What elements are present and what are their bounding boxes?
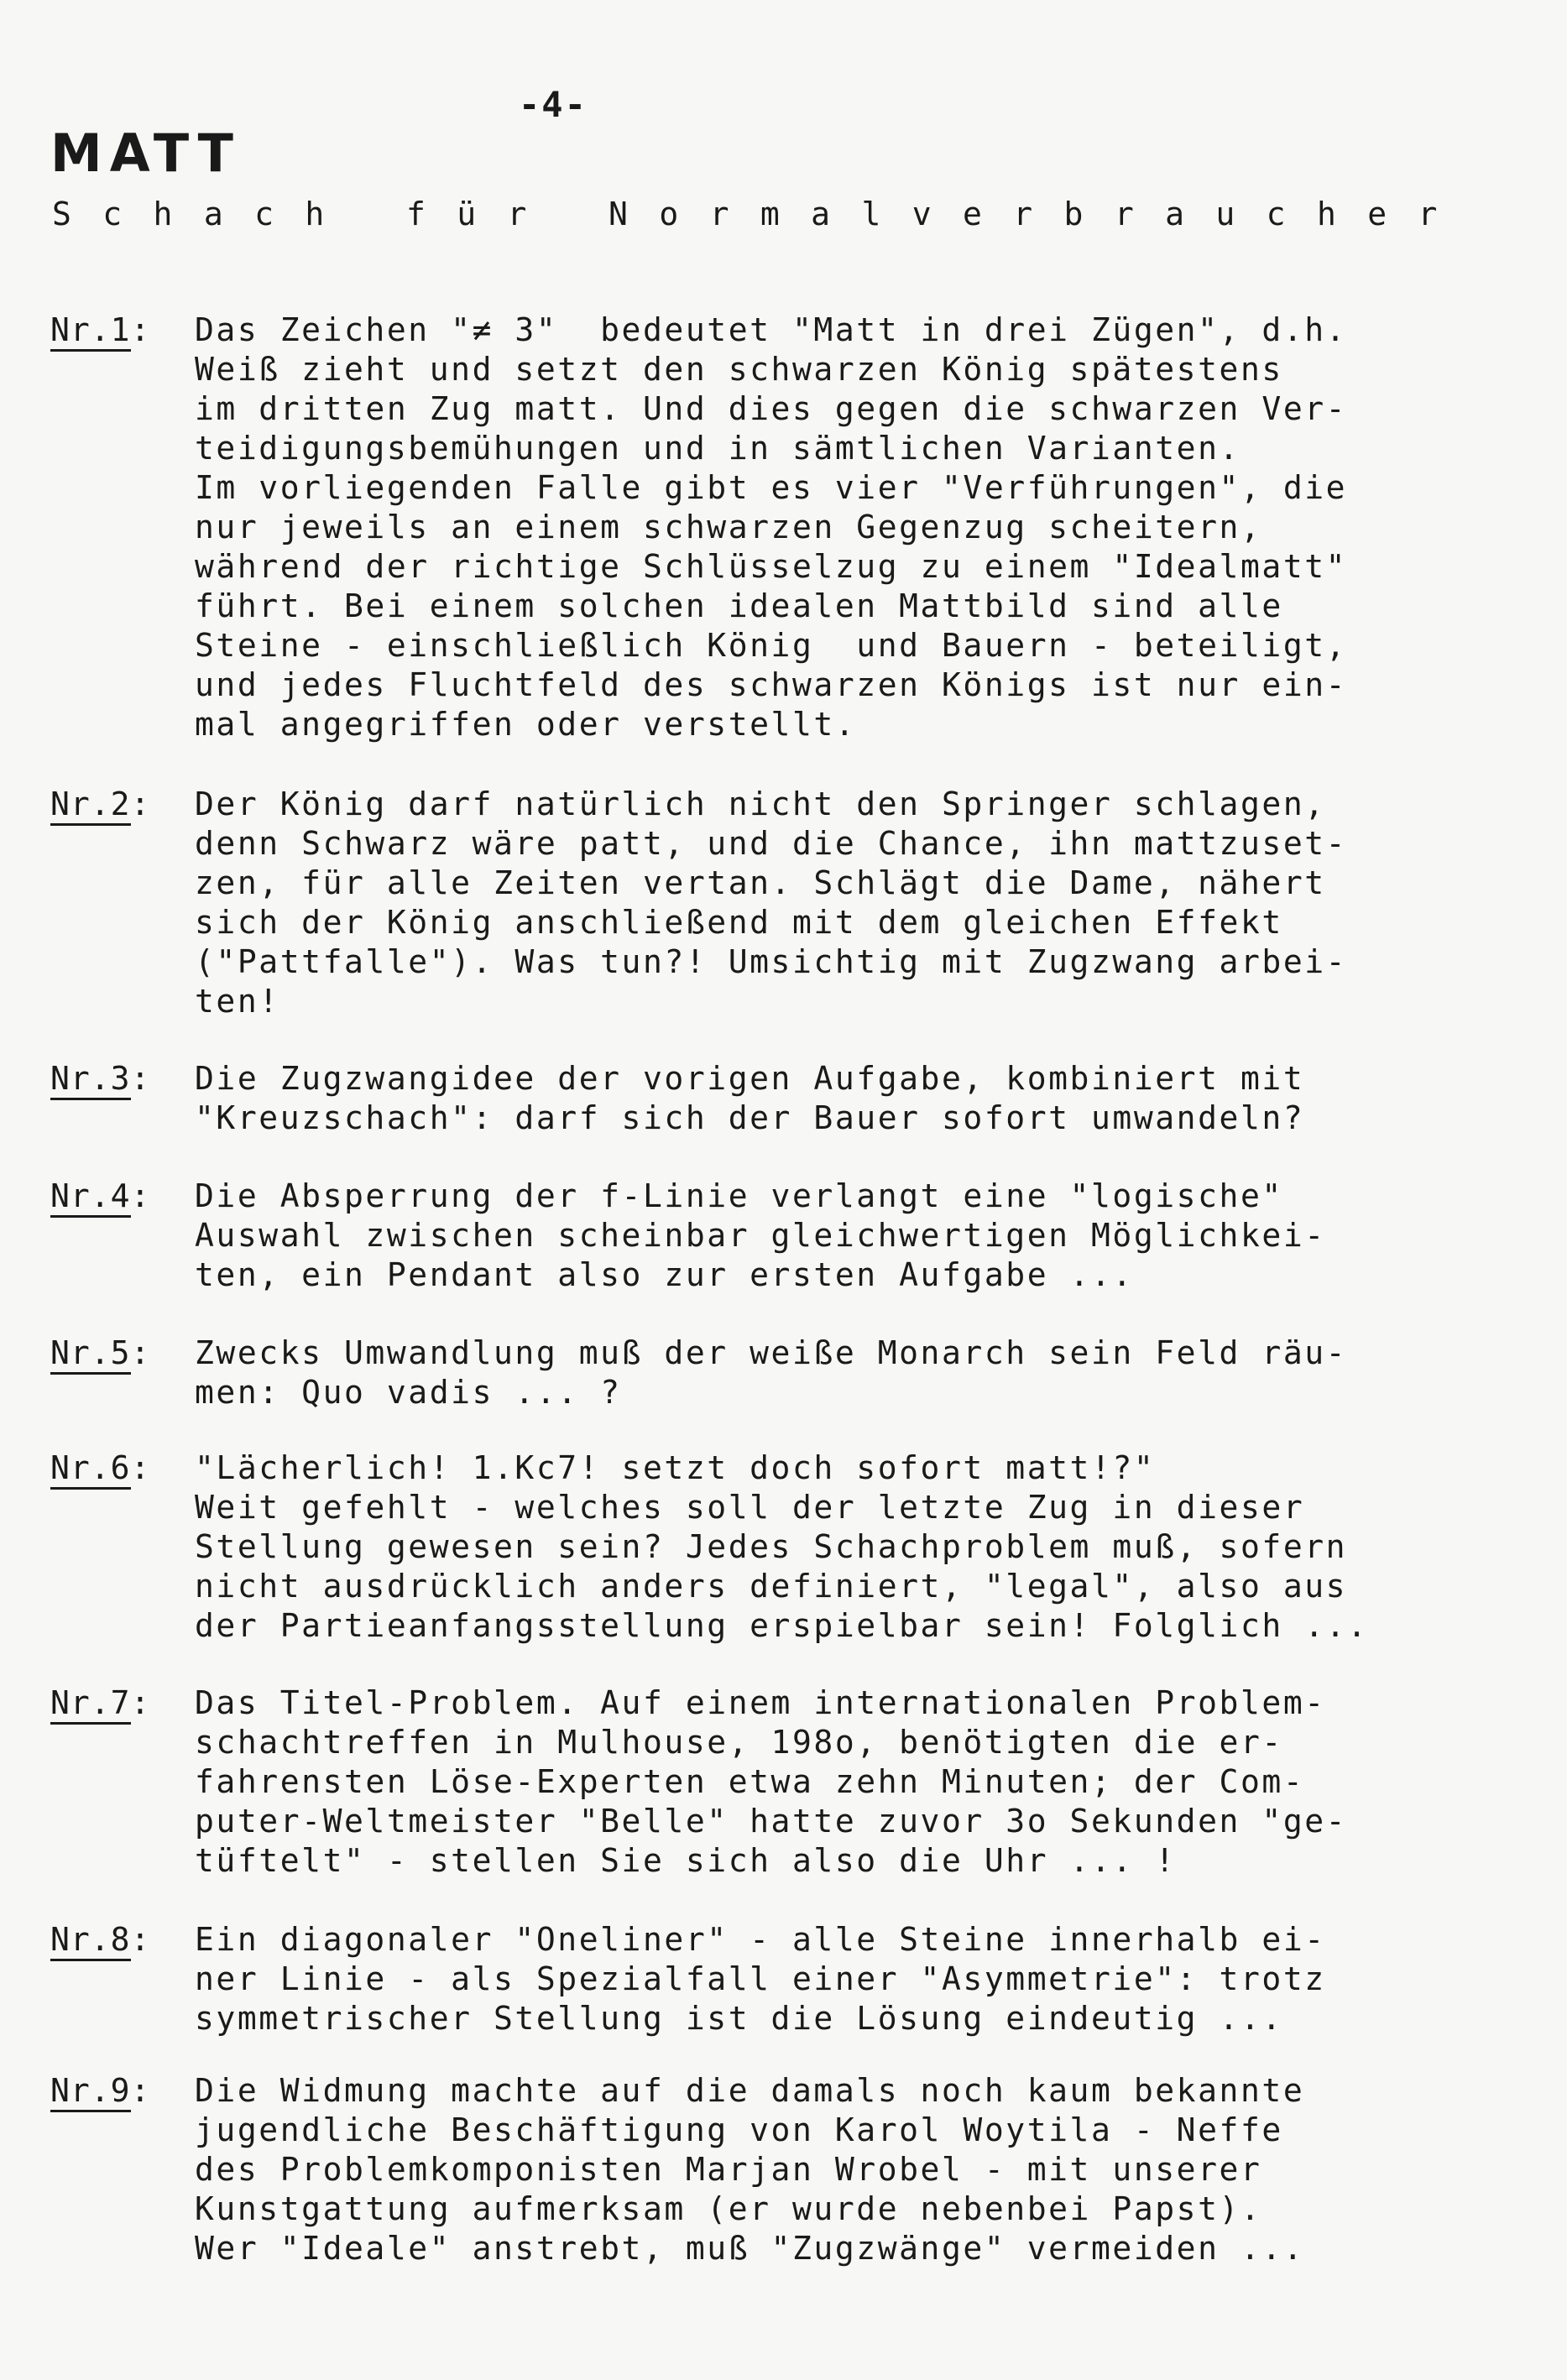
entry-text: Das Titel-Problem. Auf einem internationalen Problem- schachtreffen in Mulhouse, 198o, benötigten die er- fahrensten Löse-Experten etwa zehn Minuten; der Com- puter-Weltmeister "Belle" hatte zuvor 3o Sekunden "ge- tüftelt" - stellen Sie sich also die Uhr ... ! — [195, 1684, 1348, 1879]
entry-label: Nr.1: — [50, 311, 195, 744]
entry-number: Nr.5 — [50, 1334, 131, 1375]
entry-number: Nr.9 — [50, 2072, 131, 2112]
entry-number: Nr.7 — [50, 1684, 131, 1725]
entry-label: Nr.9: — [50, 2071, 195, 2268]
entry-text: Die Absperrung der f-Linie verlangt eine "logische" Auswahl zwischen scheinbar gleichwertigen Möglichkei- ten, ein Pendant also zur ersten Aufgabe ... — [195, 1177, 1326, 1293]
entry-nr4 — [50, 1177, 1553, 1295]
page-subtitle: Schach für Normalverbraucher — [52, 196, 1469, 232]
entry-nr9 — [50, 2071, 1553, 2268]
entry-number: Nr.4 — [50, 1177, 131, 1218]
entry-number: Nr.3 — [50, 1060, 131, 1100]
entry-number: Nr.6 — [50, 1449, 131, 1490]
entry-label: Nr.2: — [50, 785, 195, 1021]
entry-number: Nr.8 — [50, 1921, 131, 1961]
entry-text: Die Widmung machte auf die damals noch kaum bekannte jugendliche Beschäftigung von Karol Woytila - Neffe des Problemkomponisten Marjan Wrobel - mit unserer Kunstgattung aufmerksam (er wurde nebenbei Papst). Wer "Ideale" anstrebt, muß "Zugzwänge" vermeiden ... — [195, 2072, 1305, 2267]
entry-label: Nr.7: — [50, 1683, 195, 1881]
entry-text: Das Zeichen "≠ 3" bedeutet "Matt in drei Zügen", d.h. Weiß zieht und setzt den schwarzen König spätestens im dritten Zug matt. Und dies gegen die schwarzen Ver- teidigungsbemühungen und in sämtlichen Varianten. Im vorliegenden Falle gibt es vier "Verführungen", die nur jeweils an einem schwarzen Gegenzug scheitern, während der richtige Schlüsselzug zu einem "Idealmatt" führt. Bei einem solchen idealen Mattbild sind alle Steine - einschließlich König und Bauern - beteiligt, und jedes Fluchtfeld des schwarzen Königs ist nur ein- mal angegriffen oder verstellt. — [195, 311, 1348, 743]
entry-label: Nr.5: — [50, 1334, 195, 1412]
entry-number: Nr.1 — [50, 311, 131, 352]
page-title: MATT — [50, 123, 241, 184]
entry-text: Zwecks Umwandlung muß der weiße Monarch sein Feld räu- men: Quo vadis ... ? — [195, 1334, 1348, 1411]
entry-text: Die Zugzwangidee der vorigen Aufgabe, kombiniert mit "Kreuzschach": darf sich der Bauer sofort umwandeln? — [195, 1060, 1305, 1136]
entry-nr7 — [50, 1683, 1553, 1881]
entry-nr6 — [50, 1448, 1553, 1646]
page-number: -4- — [519, 84, 588, 125]
entry-nr5 — [50, 1334, 1553, 1412]
entry-label: Nr.4: — [50, 1177, 195, 1295]
entry-label: Nr.8: — [50, 1920, 195, 2038]
entry-nr3 — [50, 1059, 1553, 1138]
entry-text: "Lächerlich! 1.Kc7! setzt doch sofort matt!?" Weit gefehlt - welches soll der letzte Zug in dieser Stellung gewesen sein? Jedes Schachproblem muß, sofern nicht ausdrücklich anders definiert, "legal", also aus der Partieanfangsstellung erspielbar sein! Folglich ... — [195, 1449, 1369, 1644]
entry-text: Ein diagonaler "Oneliner" - alle Steine innerhalb ei- ner Linie - als Spezialfall einer "Asymmetrie": trotz symmetrischer Stellung ist die Lösung eindeutig ... — [195, 1921, 1326, 2037]
entry-text: Der König darf natürlich nicht den Springer schlagen, denn Schwarz wäre patt, und die Chance, ihn mattzuset- zen, für alle Zeiten vertan. Schlägt die Dame, nähert sich der König anschließend mit dem gleichen Effekt ("Pattfalle"). Was tun?! Umsichtig mit Zugzwang arbei- ten! — [195, 786, 1348, 1020]
entry-label: Nr.6: — [50, 1448, 195, 1646]
entry-number: Nr.2 — [50, 786, 131, 826]
entry-nr1 — [50, 311, 1553, 744]
entry-nr2 — [50, 785, 1553, 1021]
entry-nr8 — [50, 1920, 1553, 2038]
entry-label: Nr.3: — [50, 1059, 195, 1138]
